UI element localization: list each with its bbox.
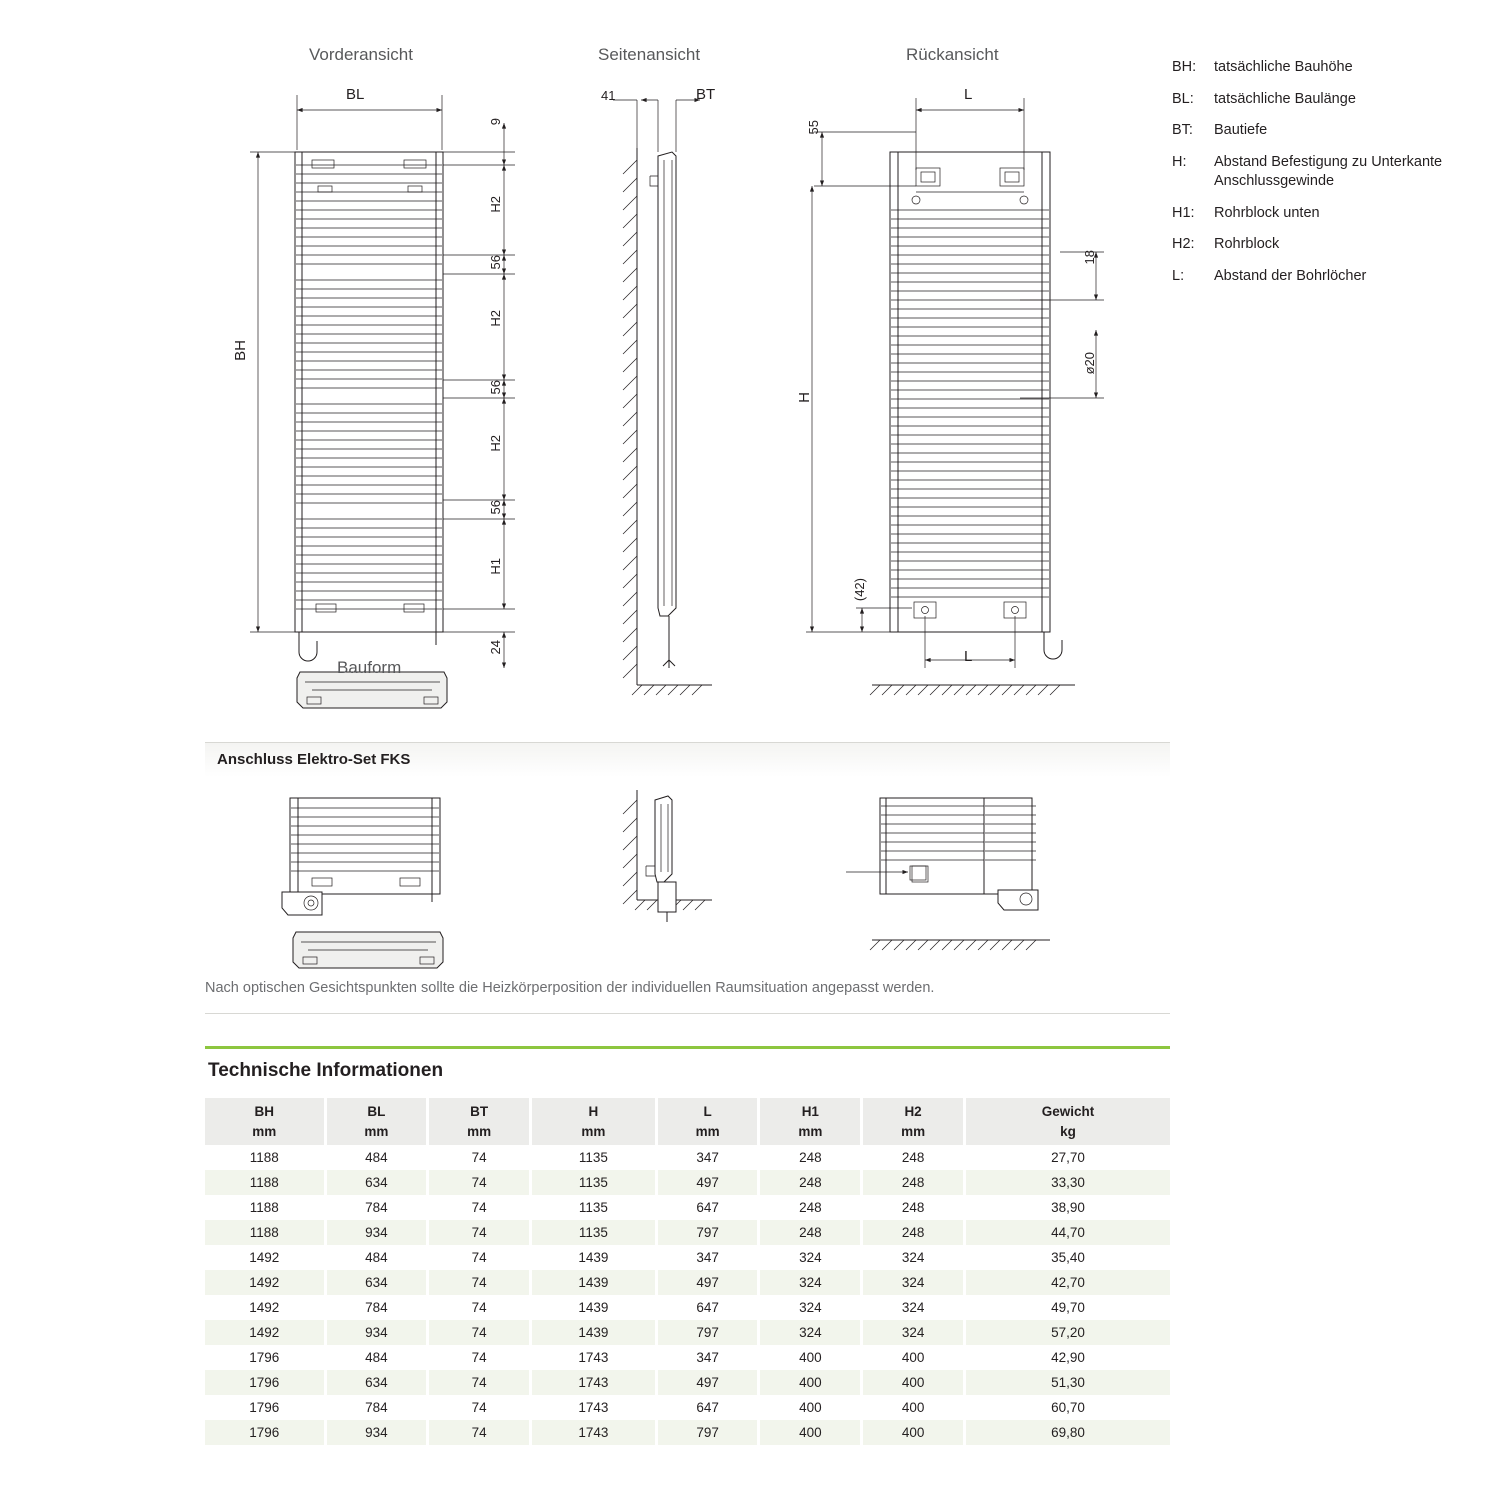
cell-h: 1743: [531, 1420, 657, 1445]
dim-56-label-1: 56: [488, 255, 503, 270]
cell-bl: 784: [325, 1395, 428, 1420]
col-header-l: [656, 1098, 759, 1145]
cell-gewicht: 33,30: [964, 1170, 1170, 1195]
cell-bt: 74: [428, 1345, 531, 1370]
front-view-drawing: [250, 95, 515, 708]
tech-info-table: [205, 1098, 1170, 1445]
cell-bl: 634: [325, 1370, 428, 1395]
cell-bh: 1188: [205, 1220, 325, 1245]
cell-h2: 400: [862, 1420, 965, 1445]
cell-bt: 74: [428, 1270, 531, 1295]
col-unit-bh: mm: [252, 1123, 277, 1139]
cell-bt: 74: [428, 1370, 531, 1395]
cell-bh: 1188: [205, 1145, 325, 1170]
cell-h2: 400: [862, 1345, 965, 1370]
cell-bt: 74: [428, 1320, 531, 1345]
legend-key-bt: BT:: [1172, 122, 1193, 139]
dim-bh-label: BH: [232, 340, 249, 361]
legend-key-bh: BH:: [1172, 59, 1197, 75]
dim-56-label-2: 56: [488, 380, 503, 395]
table-row: [205, 1270, 1170, 1295]
cell-h: 1743: [531, 1370, 657, 1395]
cell-bh: 1492: [205, 1295, 325, 1320]
tech-info-title: Technische Informationen: [208, 1060, 444, 1081]
cell-l: 797: [656, 1320, 759, 1345]
cell-bl: 634: [325, 1270, 428, 1295]
view-title-side: Seitenansicht: [598, 45, 701, 64]
legend-row-h: [1172, 153, 1492, 192]
cell-bh: 1188: [205, 1170, 325, 1195]
col-unit-bl: mm: [364, 1123, 389, 1139]
dim-24-label: 24: [488, 640, 503, 655]
table-body: [205, 1145, 1170, 1445]
cell-h: 1439: [531, 1245, 657, 1270]
legend-text-bt: Bautiefe: [1214, 122, 1268, 139]
cell-bh: 1796: [205, 1345, 325, 1370]
cell-bh: 1188: [205, 1195, 325, 1220]
cell-h: 1135: [531, 1145, 657, 1170]
cell-l: 647: [656, 1195, 759, 1220]
col-name-l: L: [703, 1104, 712, 1119]
dim-bt-label: BT: [696, 86, 716, 103]
cell-gewicht: 35,40: [964, 1245, 1170, 1270]
legend-text-bh: tatsächliche Bauhöhe: [1214, 59, 1353, 75]
table-row: [205, 1220, 1170, 1245]
table-row: [205, 1420, 1170, 1445]
cell-bh: 1492: [205, 1270, 325, 1295]
legend-key-h1: H1:: [1172, 204, 1195, 221]
cell-h: 1743: [531, 1345, 657, 1370]
cell-gewicht: 44,70: [964, 1220, 1170, 1245]
dim-h1-label: H1: [488, 558, 503, 575]
table-row: [205, 1395, 1170, 1420]
col-name-gewicht: Gewicht: [1041, 1104, 1095, 1119]
cell-h1: 400: [759, 1395, 862, 1420]
legend-text-bl: tatsächliche Baulänge: [1214, 90, 1356, 107]
cell-h2: 248: [862, 1170, 965, 1195]
cell-l: 497: [656, 1270, 759, 1295]
col-header-h2: [862, 1098, 965, 1145]
legend-key-bl: BL:: [1172, 90, 1194, 107]
cell-bl: 484: [325, 1345, 428, 1370]
cell-h2: 400: [862, 1395, 965, 1420]
cell-gewicht: 38,90: [964, 1195, 1170, 1220]
fks-section-title: Anschluss Elektro-Set FKS: [217, 751, 411, 768]
dim-dia20-label: ø20: [1082, 352, 1097, 375]
col-unit-gewicht: kg: [1060, 1123, 1076, 1139]
cell-l: 647: [656, 1395, 759, 1420]
cell-h2: 324: [862, 1270, 965, 1295]
legend: [1172, 58, 1492, 299]
cell-h2: 248: [862, 1195, 965, 1220]
cell-h1: 248: [759, 1145, 862, 1170]
side-view-drawing: [613, 100, 712, 695]
note-divider: [205, 1013, 1170, 1014]
col-header-h1: [759, 1098, 862, 1145]
table-row: [205, 1320, 1170, 1345]
fks-section-header: [205, 742, 1170, 777]
col-name-h2: H2: [904, 1104, 922, 1119]
col-header-bt: [428, 1098, 531, 1145]
fks-front-drawing: [282, 798, 443, 968]
cell-h1: 248: [759, 1220, 862, 1245]
cell-bt: 74: [428, 1170, 531, 1195]
cell-h: 1439: [531, 1270, 657, 1295]
dim-42-label: (42): [852, 578, 867, 602]
col-unit-h2: mm: [901, 1123, 926, 1139]
cell-bt: 74: [428, 1420, 531, 1445]
cell-bh: 1796: [205, 1395, 325, 1420]
cell-h: 1135: [531, 1170, 657, 1195]
fks-rear-drawing: [846, 798, 1050, 950]
cell-bh: 1492: [205, 1245, 325, 1270]
col-name-h: H: [588, 1104, 599, 1119]
legend-row-h2: [1172, 235, 1492, 255]
cell-l: 347: [656, 1245, 759, 1270]
cell-h: 1439: [531, 1320, 657, 1345]
fks-side-drawing: [623, 790, 712, 922]
dim-h2-label-3: H2: [488, 435, 503, 452]
cell-h1: 324: [759, 1270, 862, 1295]
cell-h1: 400: [759, 1420, 862, 1445]
cell-bl: 784: [325, 1195, 428, 1220]
table-row: [205, 1345, 1170, 1370]
cell-h1: 400: [759, 1345, 862, 1370]
dim-41-label: 41: [601, 88, 616, 103]
accent-divider: [205, 1046, 1170, 1049]
table-header-row: [205, 1098, 1170, 1145]
cell-bl: 934: [325, 1320, 428, 1345]
cell-bt: 74: [428, 1195, 531, 1220]
dim-h2-label-2: H2: [488, 310, 503, 327]
cell-bt: 74: [428, 1295, 531, 1320]
cell-h2: 324: [862, 1295, 965, 1320]
cell-bh: 1796: [205, 1420, 325, 1445]
cell-gewicht: 51,30: [964, 1370, 1170, 1395]
cell-gewicht: 42,70: [964, 1270, 1170, 1295]
table-row: [205, 1295, 1170, 1320]
cell-bt: 74: [428, 1220, 531, 1245]
col-name-h1: H1: [801, 1104, 819, 1119]
cell-l: 497: [656, 1170, 759, 1195]
cell-h: 1135: [531, 1195, 657, 1220]
dim-l-label-top: L: [964, 86, 973, 103]
dim-bl-label: BL: [346, 86, 365, 103]
rear-view-drawing: [806, 98, 1104, 695]
cell-h1: 324: [759, 1320, 862, 1345]
cell-h: 1439: [531, 1295, 657, 1320]
cell-l: 797: [656, 1420, 759, 1445]
cell-bl: 484: [325, 1245, 428, 1270]
dim-9-label: 9: [488, 118, 503, 126]
col-name-bl: BL: [367, 1104, 386, 1119]
cell-bl: 934: [325, 1420, 428, 1445]
view-title-front: Vorderansicht: [309, 45, 413, 64]
legend-key-l: L:: [1172, 267, 1185, 284]
view-title-rear: Rückansicht: [906, 45, 999, 64]
cell-h2: 324: [862, 1320, 965, 1345]
col-header-gewicht: [964, 1098, 1170, 1145]
cell-l: 347: [656, 1145, 759, 1170]
col-unit-h: mm: [581, 1123, 606, 1139]
cell-l: 347: [656, 1345, 759, 1370]
legend-row-l: [1172, 267, 1492, 287]
cell-h1: 248: [759, 1195, 862, 1220]
col-unit-h1: mm: [798, 1123, 823, 1139]
cell-bh: 1796: [205, 1370, 325, 1395]
cell-gewicht: 60,70: [964, 1395, 1170, 1420]
table-row: [205, 1145, 1170, 1170]
cell-h2: 324: [862, 1245, 965, 1270]
cell-h: 1135: [531, 1220, 657, 1245]
col-name-bt: BT: [470, 1104, 489, 1119]
cell-h1: 400: [759, 1370, 862, 1395]
dim-18-label: 18: [1082, 250, 1097, 265]
cell-l: 647: [656, 1295, 759, 1320]
cell-h1: 324: [759, 1295, 862, 1320]
cell-h1: 324: [759, 1245, 862, 1270]
cell-gewicht: 42,90: [964, 1345, 1170, 1370]
view-title-bauform: Bauform: [337, 658, 402, 677]
dim-55-label: 55: [806, 120, 821, 135]
dim-h2-label-1: H2: [488, 196, 503, 213]
cell-gewicht: 27,70: [964, 1145, 1170, 1170]
col-unit-l: mm: [695, 1123, 720, 1139]
table-row: [205, 1170, 1170, 1195]
cell-h2: 248: [862, 1145, 965, 1170]
cell-bl: 484: [325, 1145, 428, 1170]
note-text: Nach optischen Gesichtspunkten sollte die Heizkörperposition der individuellen Raumsituation angepasst werden.: [205, 980, 935, 996]
col-header-bh: [205, 1098, 325, 1145]
legend-text-l: Abstand der Bohrlöcher: [1214, 267, 1367, 284]
table-row: [205, 1195, 1170, 1220]
col-header-h: [531, 1098, 657, 1145]
legend-key-h: H:: [1172, 153, 1187, 170]
col-unit-bt: mm: [467, 1123, 492, 1139]
cell-gewicht: 49,70: [964, 1295, 1170, 1320]
legend-key-h2: H2:: [1172, 236, 1195, 253]
cell-h2: 400: [862, 1370, 965, 1395]
cell-bt: 74: [428, 1245, 531, 1270]
cell-h: 1743: [531, 1395, 657, 1420]
cell-gewicht: 57,20: [964, 1320, 1170, 1345]
col-name-bh: BH: [254, 1104, 274, 1119]
cell-h1: 248: [759, 1170, 862, 1195]
cell-h2: 248: [862, 1220, 965, 1245]
legend-row-bh: [1172, 58, 1492, 78]
legend-text-h: Abstand Befestigung zu Unterkante Anschlussgewinde: [1214, 153, 1443, 190]
legend-text-h2: Rohrblock: [1214, 236, 1280, 253]
cell-l: 797: [656, 1220, 759, 1245]
cell-bt: 74: [428, 1145, 531, 1170]
legend-row-h1: [1172, 204, 1492, 224]
cell-gewicht: 69,80: [964, 1420, 1170, 1445]
col-header-bl: [325, 1098, 428, 1145]
dim-l-label-bottom: L: [964, 648, 973, 665]
table-row: [205, 1245, 1170, 1270]
cell-l: 497: [656, 1370, 759, 1395]
legend-text-h1: Rohrblock unten: [1214, 204, 1320, 221]
cell-bt: 74: [428, 1395, 531, 1420]
cell-bh: 1492: [205, 1320, 325, 1345]
cell-bl: 634: [325, 1170, 428, 1195]
dim-56-label-3: 56: [488, 500, 503, 515]
legend-row-bt: [1172, 121, 1492, 141]
table-row: [205, 1370, 1170, 1395]
cell-bl: 934: [325, 1220, 428, 1245]
cell-bl: 784: [325, 1295, 428, 1320]
dim-h-label: H: [796, 392, 813, 403]
legend-row-bl: [1172, 90, 1492, 110]
